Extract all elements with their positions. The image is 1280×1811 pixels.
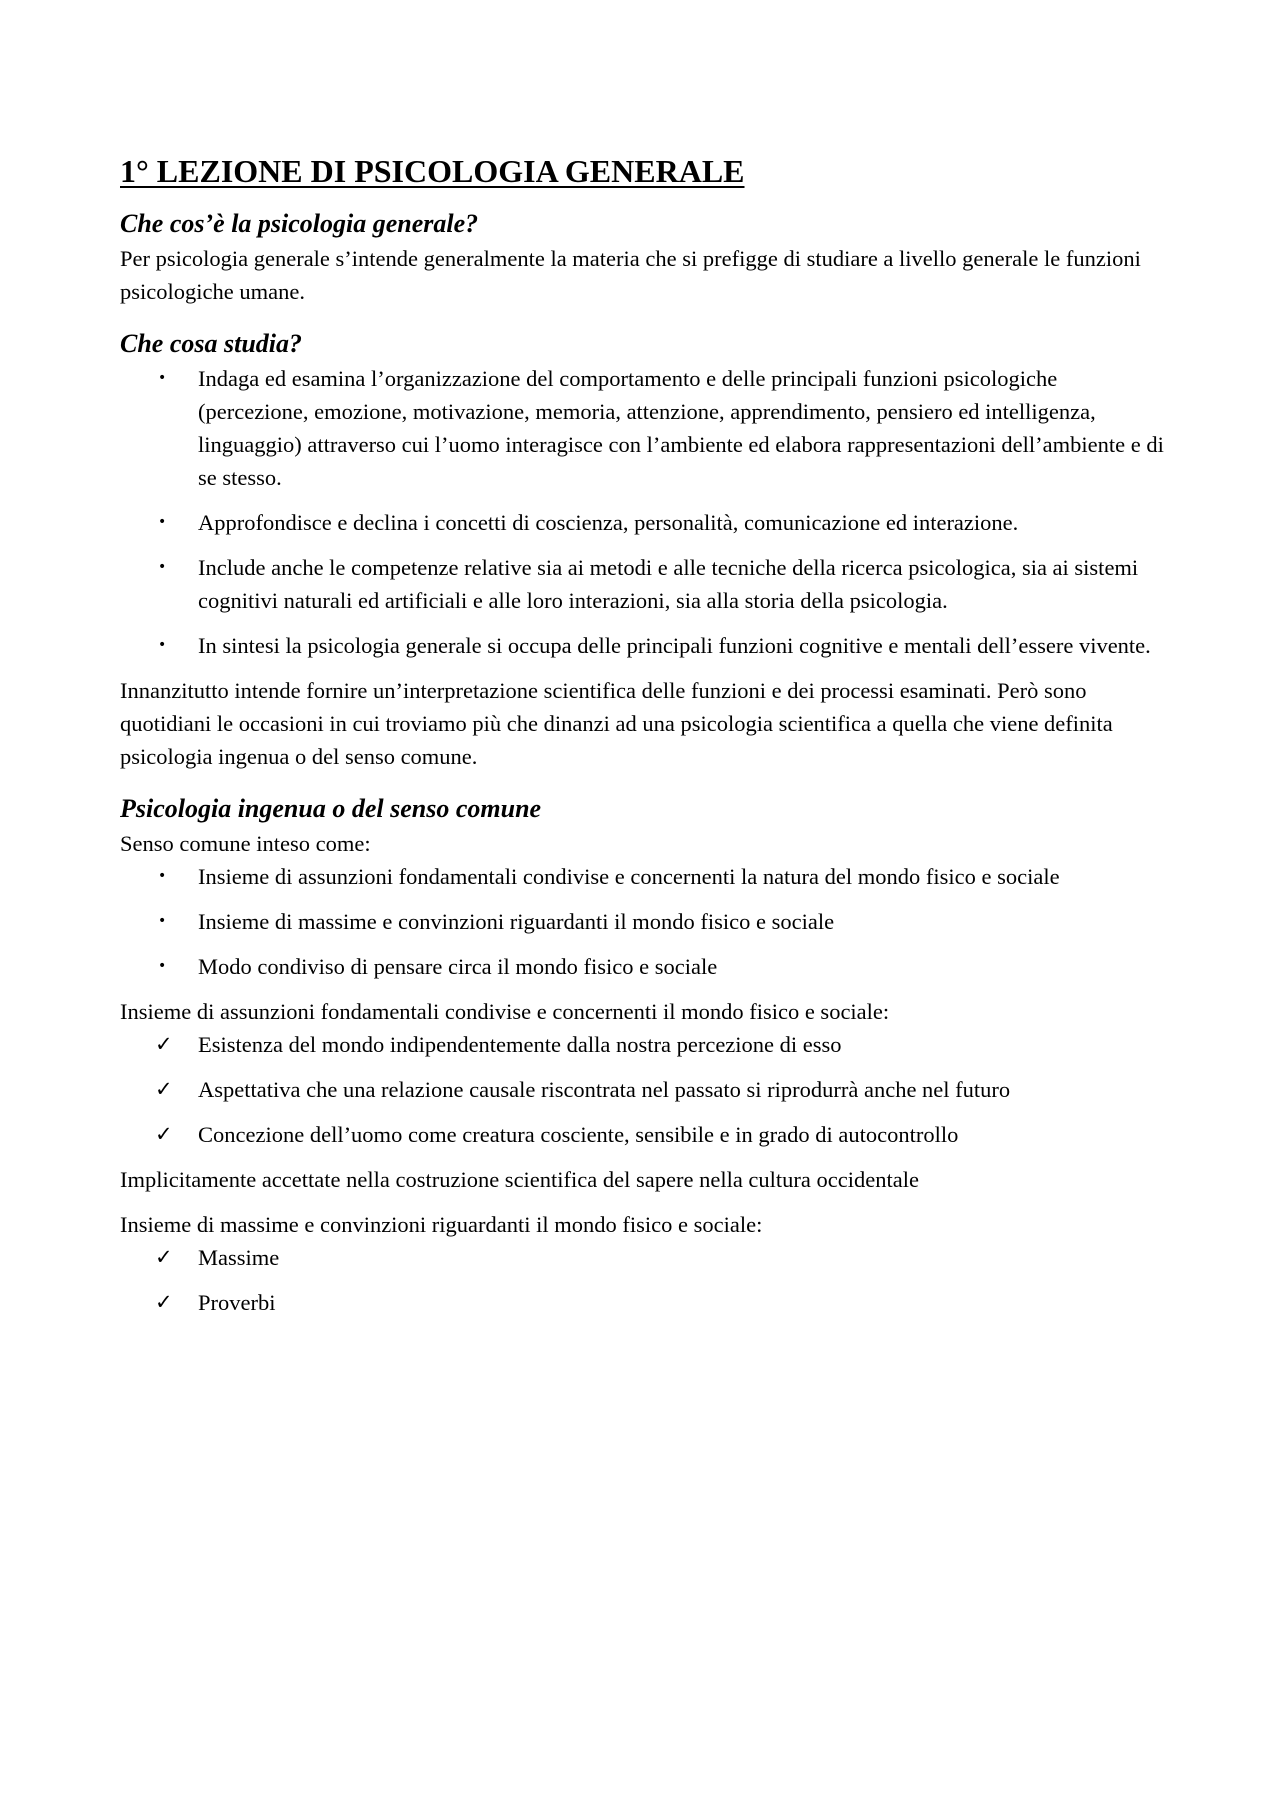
document-title: 1° LEZIONE DI PSICOLOGIA GENERALE xyxy=(120,153,745,189)
maxims-check-list xyxy=(120,1241,1170,1319)
section-heading-what-studies: Che cosa studia? xyxy=(120,329,303,358)
list-item-text: Include anche le competenze relative sia ai metodi e alle tecniche della ricerca psicologica, sia ai sistemi cognitivi naturali ed artificiali e alle loro interazioni, sia alla storia della psicologia. xyxy=(198,555,1139,613)
list-item xyxy=(120,950,1170,983)
list-item-text: In sintesi la psicologia generale si occupa delle principali funzioni cognitive e mentali dell’essere vivente. xyxy=(198,633,1151,658)
list-item-text: Massime xyxy=(198,1245,280,1270)
list-item-text: Aspettativa che una relazione causale riscontrata nel passato si riprodurrà anche nel futuro xyxy=(198,1077,1011,1102)
bullet-icon: • xyxy=(158,637,167,653)
checkmark-icon: ✓ xyxy=(155,1032,173,1056)
checkmark-icon: ✓ xyxy=(155,1122,173,1146)
list-item-text: Esistenza del mondo indipendentemente dalla nostra percezione di esso xyxy=(198,1032,842,1057)
studies-bullet-list xyxy=(120,362,1170,662)
list-item xyxy=(120,1073,1170,1106)
bullet-icon: • xyxy=(158,913,167,929)
bullet-icon: • xyxy=(158,514,167,530)
list-item xyxy=(120,629,1170,662)
bullet-icon: • xyxy=(158,868,167,884)
list-item xyxy=(120,362,1170,494)
section-heading-common-sense: Psicologia ingenua o del senso comune xyxy=(120,794,542,823)
list-item xyxy=(120,506,1170,539)
checkmark-icon: ✓ xyxy=(155,1245,173,1269)
paragraph-maxims: Insieme di massime e convinzioni riguardanti il mondo fisico e sociale: xyxy=(120,1212,763,1237)
paragraph-interpretation: Innanzitutto intende fornire un’interpretazione scientifica delle funzioni e dei processi esaminati. Però sono quotidiani le occasioni in cui troviamo più che dinanzi ad una psicologia scientifica a quella che viene definita psicologia ingenua o del senso comune. xyxy=(120,678,1113,769)
bullet-icon: • xyxy=(158,958,167,974)
paragraph-definition: Per psicologia generale s’intende generalmente la materia che si prefigge di studiare a livello generale le funzioni psicologiche umane. xyxy=(120,246,1141,304)
list-item xyxy=(120,1241,1170,1274)
list-item-text: Proverbi xyxy=(198,1290,276,1315)
assumptions-check-list xyxy=(120,1028,1170,1151)
list-item-text: Approfondisce e declina i concetti di coscienza, personalità, comunicazione ed interazione. xyxy=(198,510,1019,535)
list-item xyxy=(120,1028,1170,1061)
common-sense-bullet-list xyxy=(120,860,1170,983)
list-item xyxy=(120,860,1170,893)
paragraph-assumptions: Insieme di assunzioni fondamentali condivise e concernenti il mondo fisico e sociale: xyxy=(120,999,890,1024)
section-heading-what-is: Che cos’è la psicologia generale? xyxy=(120,209,479,238)
list-item-text: Modo condiviso di pensare circa il mondo fisico e sociale xyxy=(198,954,718,979)
list-item-text: Insieme di massime e convinzioni riguardanti il mondo fisico e sociale xyxy=(198,909,835,934)
list-item xyxy=(120,1118,1170,1151)
checkmark-icon: ✓ xyxy=(155,1290,173,1314)
document-page xyxy=(120,150,1170,1319)
list-item-text: Indaga ed esamina l’organizzazione del comportamento e delle principali funzioni psicologiche (percezione, emozione, motivazione, memoria, attenzione, apprendimento, pensiero ed intelligenza, linguaggio) attraverso cui l’uomo interagisce con l’ambiente ed elabora rappresentazioni dell’ambiente e di se stesso. xyxy=(198,366,1164,490)
list-item-text: Concezione dell’uomo come creatura cosciente, sensibile e in grado di autocontrollo xyxy=(198,1122,959,1147)
list-item xyxy=(120,905,1170,938)
checkmark-icon: ✓ xyxy=(155,1077,173,1101)
list-item-text: Insieme di assunzioni fondamentali condivise e concernenti la natura del mondo fisico e sociale xyxy=(198,864,1060,889)
paragraph-intro: Senso comune inteso come: xyxy=(120,831,371,856)
list-item xyxy=(120,551,1170,617)
list-item xyxy=(120,1286,1170,1319)
bullet-icon: • xyxy=(158,370,167,386)
paragraph-implicit: Implicitamente accettate nella costruzione scientifica del sapere nella cultura occidentale xyxy=(120,1167,919,1192)
bullet-icon: • xyxy=(158,559,167,575)
